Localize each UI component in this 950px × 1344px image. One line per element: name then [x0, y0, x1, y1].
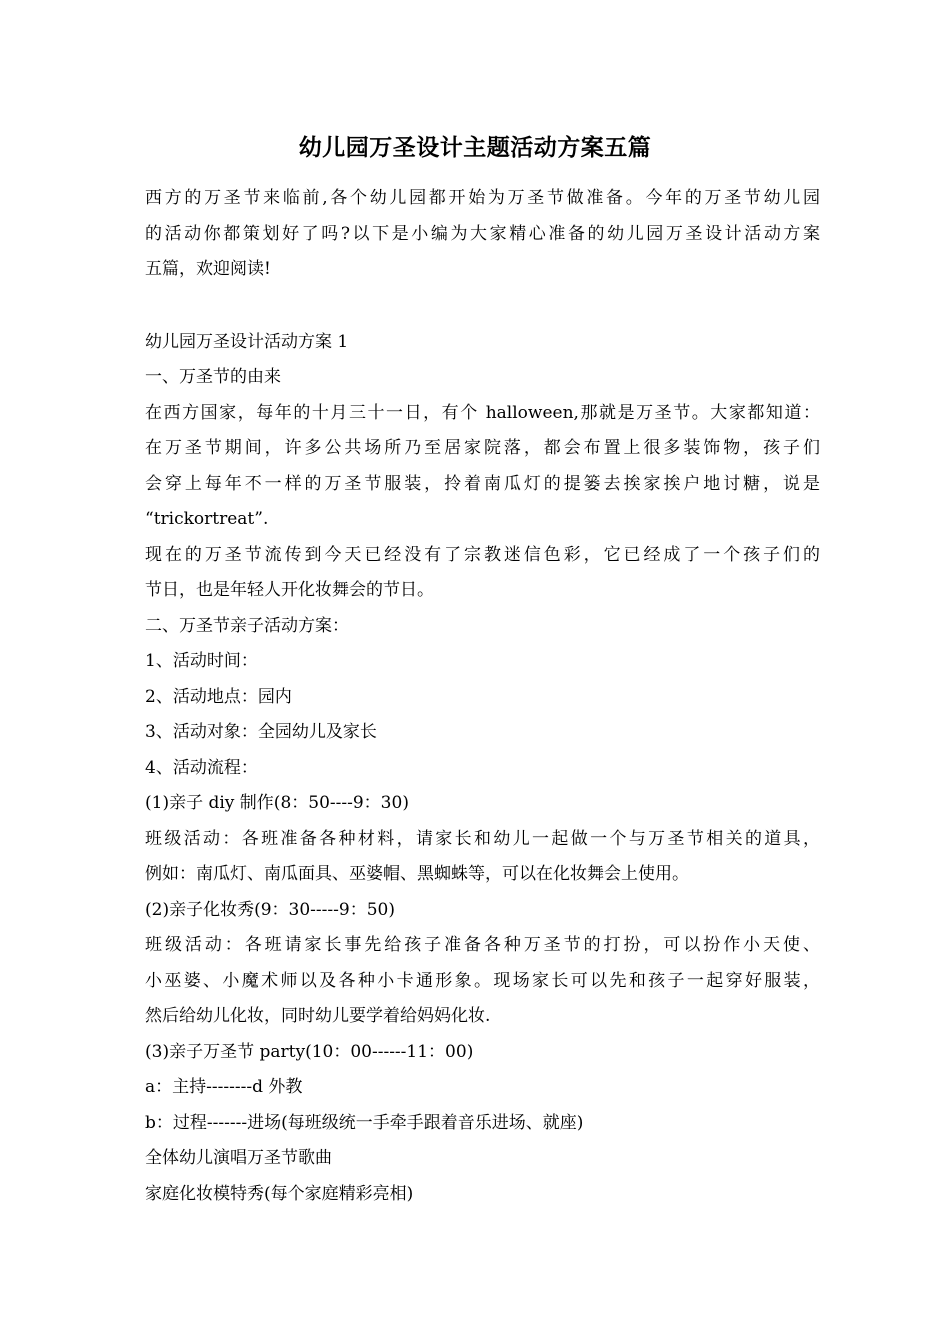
flow-line: b：过程-------进场(每班级统一手牵手跟着音乐进场、就座): [145, 1112, 584, 1133]
paragraph-gap: [145, 288, 820, 325]
flow-step-heading: (2)亲子化妆秀(9：30-----9：50): [145, 899, 395, 920]
paragraph-line: 会穿上每年不一样的万圣节服装，拎着南瓜灯的提篓去挨家挨户地讨糖，说是: [145, 473, 820, 494]
flow-line: 班级活动：各班准备各种材料，请家长和幼儿一起做一个与万圣节相关的道具，: [145, 828, 820, 849]
flow-step-heading: (1)亲子 diy 制作(8：50----9：30): [145, 793, 409, 813]
list-item: 1、活动时间：: [145, 651, 258, 671]
intro-line: 五篇，欢迎阅读!: [145, 259, 271, 279]
document-title: 幼儿园万圣设计主题活动方案五篇: [298, 134, 652, 161]
intro-line: 的活动你都策划好了吗?以下是小编为大家精心准备的幼儿园万圣设计活动方案: [145, 223, 820, 244]
flow-step-heading: (3)亲子万圣节 party(10：00------11：00): [145, 1041, 474, 1062]
paragraph-line: 节日，也是年轻人开化妆舞会的节日。: [145, 580, 434, 600]
paragraph-line: 在西方国家，每年的十月三十一日，有个 halloween,那就是万圣节。大家都知道：: [145, 402, 820, 423]
list-item: 3、活动对象：全园幼儿及家长: [145, 722, 377, 742]
section-heading: 幼儿园万圣设计活动方案 1: [145, 331, 349, 352]
document-body: [145, 181, 820, 1212]
flow-line: a：主持--------d 外教: [145, 1077, 303, 1097]
flow-line: 班级活动：各班请家长事先给孩子准备各种万圣节的打扮，可以扮作小天使、: [145, 935, 820, 955]
part-heading: 一、万圣节的由来: [145, 367, 281, 387]
part-heading: 二、万圣节亲子活动方案：: [145, 615, 349, 636]
flow-line: 全体幼儿演唱万圣节歌曲: [145, 1148, 332, 1168]
flow-line: 小巫婆、小魔术师以及各种小卡通形象。现场家长可以先和孩子一起穿好服装，: [145, 970, 820, 991]
paragraph-line: 现在的万圣节流传到今天已经没有了宗教迷信色彩，它已经成了一个孩子们的: [145, 544, 820, 565]
paragraph-line: “trickortreat”.: [145, 509, 269, 529]
paragraph-line: 在万圣节期间，许多公共场所乃至居家院落，都会布置上很多装饰物，孩子们: [145, 438, 820, 458]
intro-line: 西方的万圣节来临前,各个幼儿园都开始为万圣节做准备。今年的万圣节幼儿园: [145, 188, 820, 208]
list-item: 4、活动流程：: [145, 757, 258, 778]
list-item: 2、活动地点：园内: [145, 686, 292, 707]
flow-line: 例如：南瓜灯、南瓜面具、巫婆帽、黑蜘蛛等，可以在化妆舞会上使用。: [145, 864, 689, 884]
flow-line: 然后给幼儿化妆，同时幼儿要学着给妈妈化妆.: [145, 1006, 491, 1026]
flow-line: 家庭化妆模特秀(每个家庭精彩亮相): [145, 1183, 414, 1204]
